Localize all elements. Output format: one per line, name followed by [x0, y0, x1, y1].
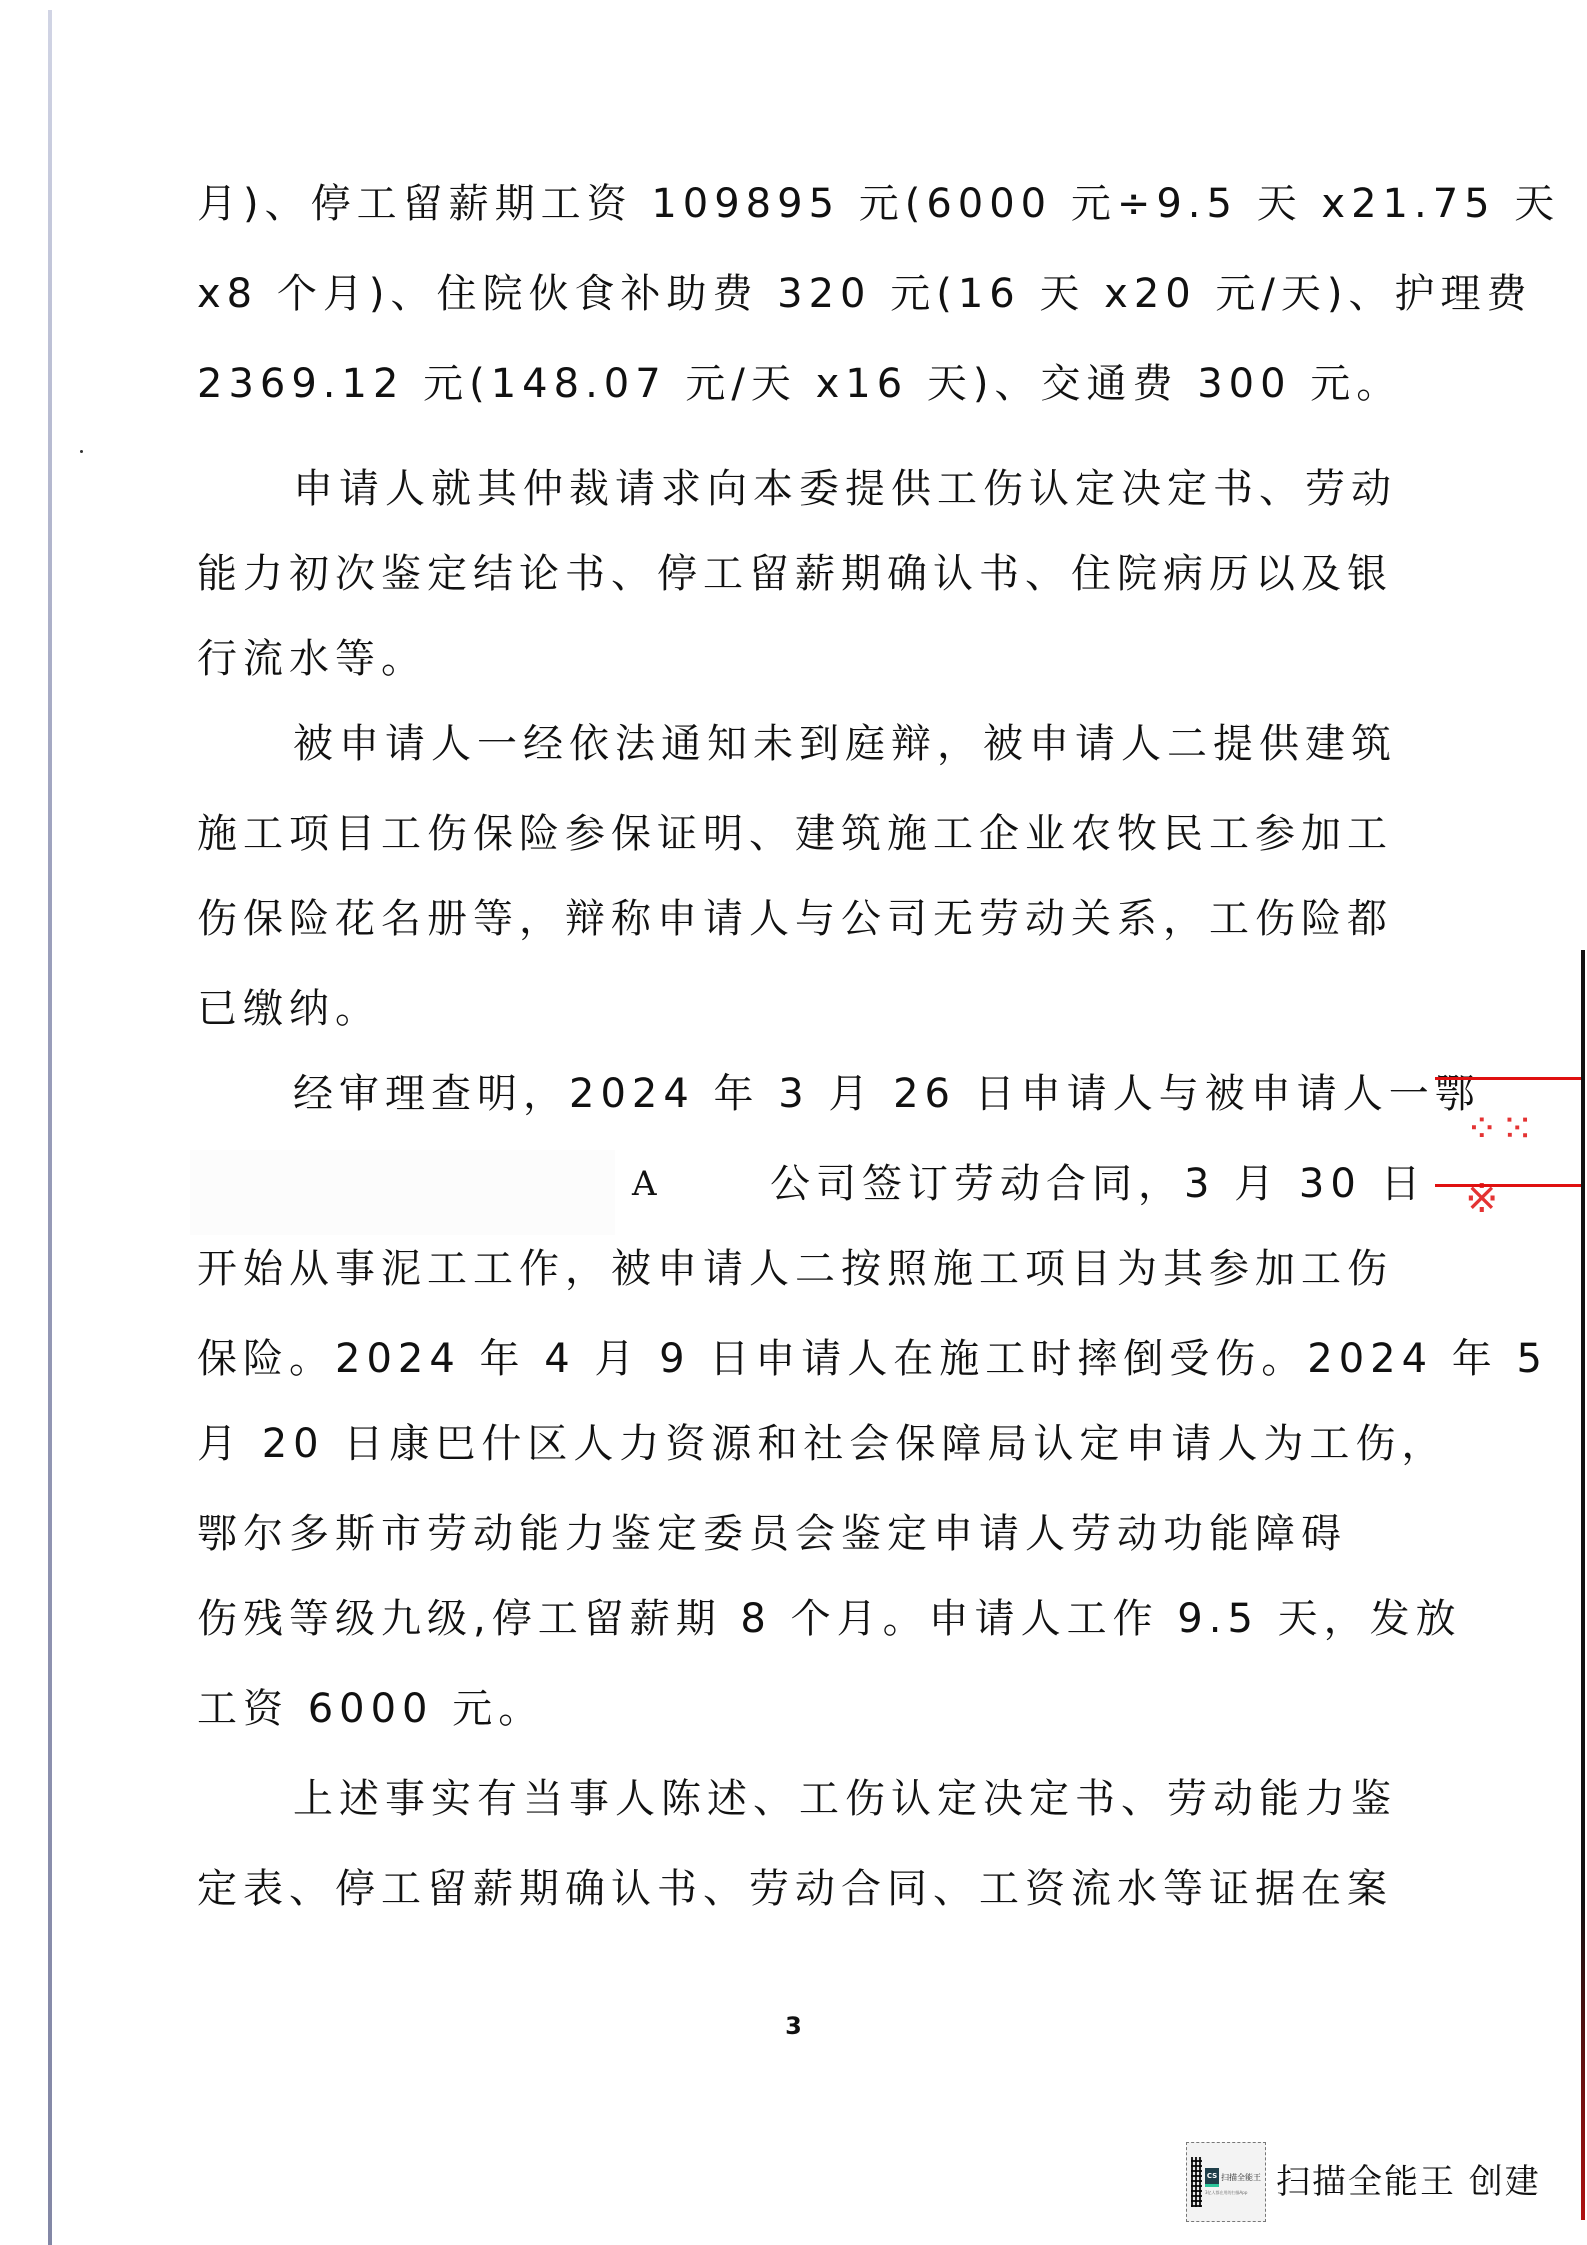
text-line: 鄂尔多斯市劳动能力鉴定委员会鉴定申请人劳动功能障碍 [197, 1511, 1347, 1557]
watermark-text: 扫描全能王 创建 [1276, 2162, 1541, 2202]
text-line: 伤残等级九级,停工留薪期 8 个月。申请人工作 9.5 天，发放 [197, 1596, 1462, 1642]
text-line: 2369.12 元(148.07 元/天 x16 天)、交通费 300 元。 [197, 361, 1403, 407]
redacted-region [190, 1150, 615, 1235]
seal-marks: ⁘⁙※ [1465, 1106, 1537, 1222]
text-line: 已缴纳。 [197, 986, 381, 1032]
text-line: 上述事实有当事人陈述、工伤认定决定书、劳动能力鉴 [293, 1776, 1397, 1822]
text-line: 月)、停工留薪期工资 109895 元(6000 元÷9.5 天 x21.75 天 [197, 181, 1561, 227]
text-line: x8 个月)、住院伙食补助费 320 元(16 天 x20 元/天)、护理费 [197, 271, 1533, 317]
text-line: 申请人就其仲裁请求向本委提供工伤认定决定书、劳动 [293, 466, 1397, 512]
text-line: 公司签订劳动合同，3 月 30 日 [770, 1161, 1427, 1207]
watermark-tagline: 3亿人都在用的扫描App [1205, 2190, 1248, 2195]
seal-stamp-fragment [1435, 1077, 1581, 1222]
text-line: 月 20 日康巴什区人力资源和社会保障局认定申请人为工伤， [197, 1421, 1448, 1467]
text-line: 开始从事泥工工作，被申请人二按照施工项目为其参加工伤 [197, 1246, 1393, 1292]
watermark-badge [1186, 2142, 1266, 2222]
text-line: 伤保险花名册等，辩称申请人与公司无劳动关系，工伤险都 [197, 896, 1393, 942]
text-line: 经审理查明，2024 年 3 月 26 日申请人与被申请人一鄂 [293, 1071, 1481, 1117]
scanner-watermark [1186, 2141, 1541, 2223]
text-line: 保险。2024 年 4 月 9 日申请人在施工时摔倒受伤。2024 年 5 [197, 1336, 1548, 1382]
text-line: 施工项目工伤保险参保证明、建筑施工企业农牧民工参加工 [197, 811, 1393, 857]
text-line: 被申请人一经依法通知未到庭辩，被申请人二提供建筑 [293, 721, 1397, 767]
scan-speck [80, 450, 83, 453]
text-line: 定表、停工留薪期确认书、劳动合同、工资流水等证据在案 [197, 1866, 1393, 1912]
watermark-app-name: 扫描全能王 [1221, 2172, 1261, 2182]
text-line: 行流水等。 [197, 636, 427, 682]
text-line: 工资 6000 元。 [197, 1686, 545, 1732]
qr-code-icon [1191, 2157, 1202, 2207]
redaction-placeholder: A [632, 1164, 657, 1204]
scan-edge-left [48, 10, 52, 2245]
page-number: 3 [785, 2012, 802, 2040]
camscanner-logo-icon: CS [1205, 2168, 1219, 2187]
text-line: 能力初次鉴定结论书、停工留薪期确认书、住院病历以及银 [197, 551, 1393, 597]
